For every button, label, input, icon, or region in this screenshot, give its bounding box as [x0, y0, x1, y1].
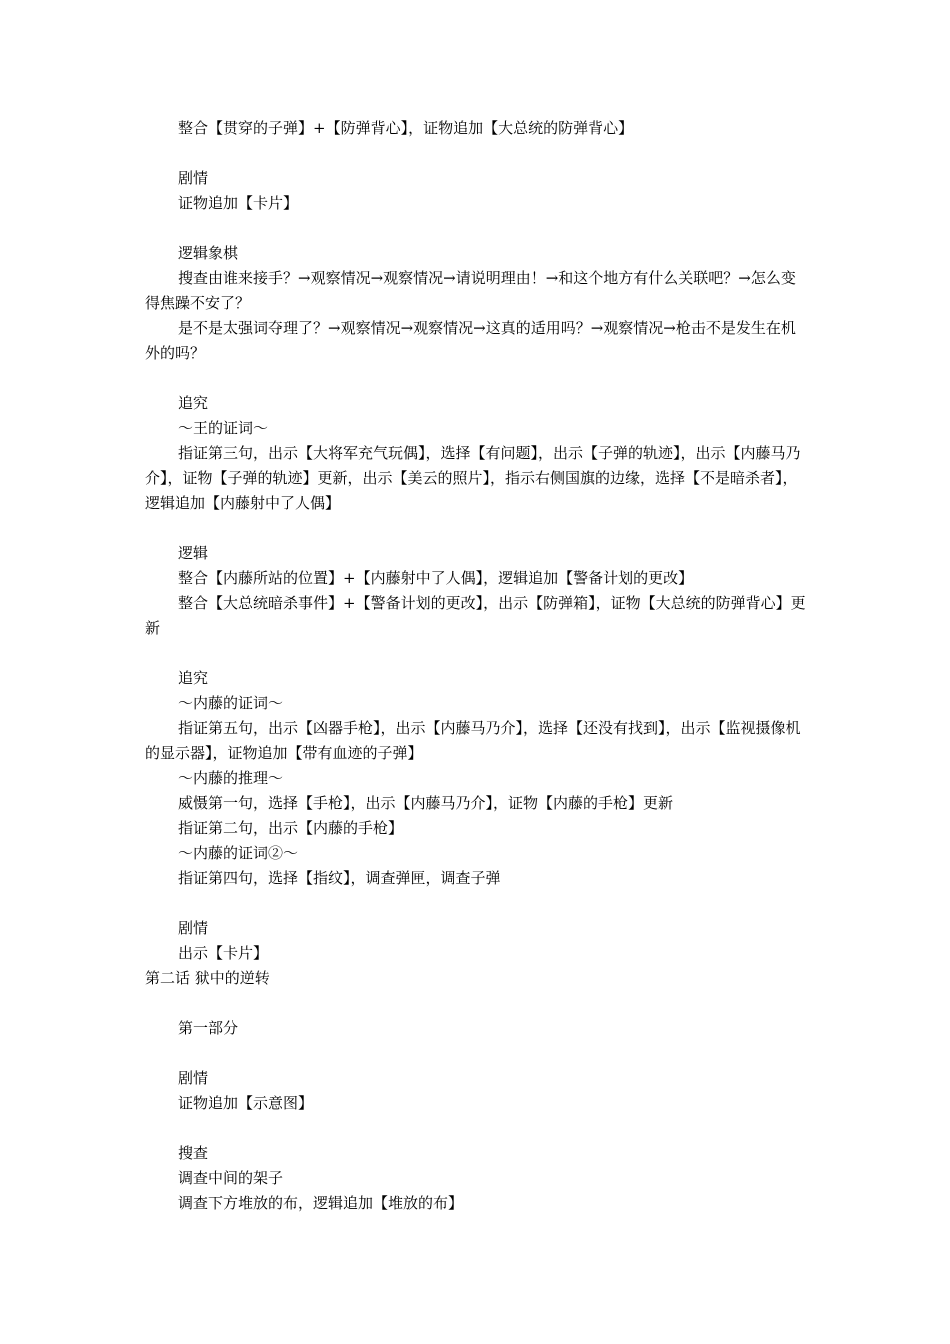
paragraph: 整合【大总统暗杀事件】+【警备计划的更改】，出示【防弹箱】，证物【大总统的防弹背心】更新: [145, 594, 806, 637]
blank-line: [145, 641, 810, 666]
blank-line: [145, 1041, 810, 1066]
paragraph: 是不是太强词夺理了？→观察情况→观察情况→这真的适用吗？→观察情况→枪击不是发生在机外的吗？: [145, 319, 796, 362]
paragraph: ～内藤的证词～: [178, 694, 284, 712]
section-heading: 逻辑: [178, 544, 209, 562]
paragraph: ～内藤的推理～: [178, 769, 284, 787]
section-heading: 剧情: [178, 169, 209, 187]
section-heading: 追究: [178, 394, 209, 412]
paragraph: 威慑第一句，选择【手枪】，出示【内藤马乃介】，证物【内藤的手枪】更新: [178, 794, 674, 812]
blank-line: [145, 216, 810, 241]
section-heading: 剧情: [178, 1069, 209, 1087]
section-heading: 第一部分: [178, 1019, 239, 1037]
paragraph: 证物追加【卡片】: [178, 194, 299, 212]
section-heading: 搜查: [178, 1144, 209, 1162]
document-body: [145, 116, 810, 1216]
chapter-title: 第二话 狱中的逆转: [145, 969, 270, 987]
paragraph: 调查中间的架子: [178, 1169, 284, 1187]
paragraph: 指证第四句，选择【指纹】，调查弹匣，调查子弹: [178, 869, 501, 887]
section-heading: 追究: [178, 669, 209, 687]
blank-line: [145, 891, 810, 916]
paragraph: 整合【贯穿的子弹】+【防弹背心】，证物追加【大总统的防弹背心】: [178, 119, 634, 137]
paragraph: 指证第二句，出示【内藤的手枪】: [178, 819, 404, 837]
paragraph: 证物追加【示意图】: [178, 1094, 314, 1112]
paragraph: 指证第三句，出示【大将军充气玩偶】，选择【有问题】，出示【子弹的轨迹】，出示【内藤马乃介】，证物【子弹的轨迹】更新，出示【美云的照片】，指示右侧国旗的边缘，选择【不是暗杀者】，逻辑追加【内藤射中了人偶】: [145, 444, 801, 512]
paragraph: ～王的证词～: [178, 419, 269, 437]
blank-line: [145, 141, 810, 166]
section-heading: 剧情: [178, 919, 209, 937]
section-heading: 逻辑象棋: [178, 244, 239, 262]
paragraph: 出示【卡片】: [178, 944, 269, 962]
blank-line: [145, 991, 810, 1016]
paragraph: 搜查由谁来接手？→观察情况→观察情况→请说明理由！→和这个地方有什么关联吧？→怎么变得焦躁不安了？: [145, 269, 796, 312]
paragraph: 调查下方堆放的布，逻辑追加【堆放的布】: [178, 1194, 464, 1212]
blank-line: [145, 1116, 810, 1141]
blank-line: [145, 366, 810, 391]
paragraph: 指证第五句，出示【凶器手枪】，出示【内藤马乃介】，选择【还没有找到】，出示【监视摄像机的显示器】，证物追加【带有血迹的子弹】: [145, 719, 801, 762]
paragraph: 整合【内藤所站的位置】+【内藤射中了人偶】，逻辑追加【警备计划的更改】: [178, 569, 694, 587]
paragraph: ～内藤的证词②～: [178, 844, 299, 862]
blank-line: [145, 516, 810, 541]
